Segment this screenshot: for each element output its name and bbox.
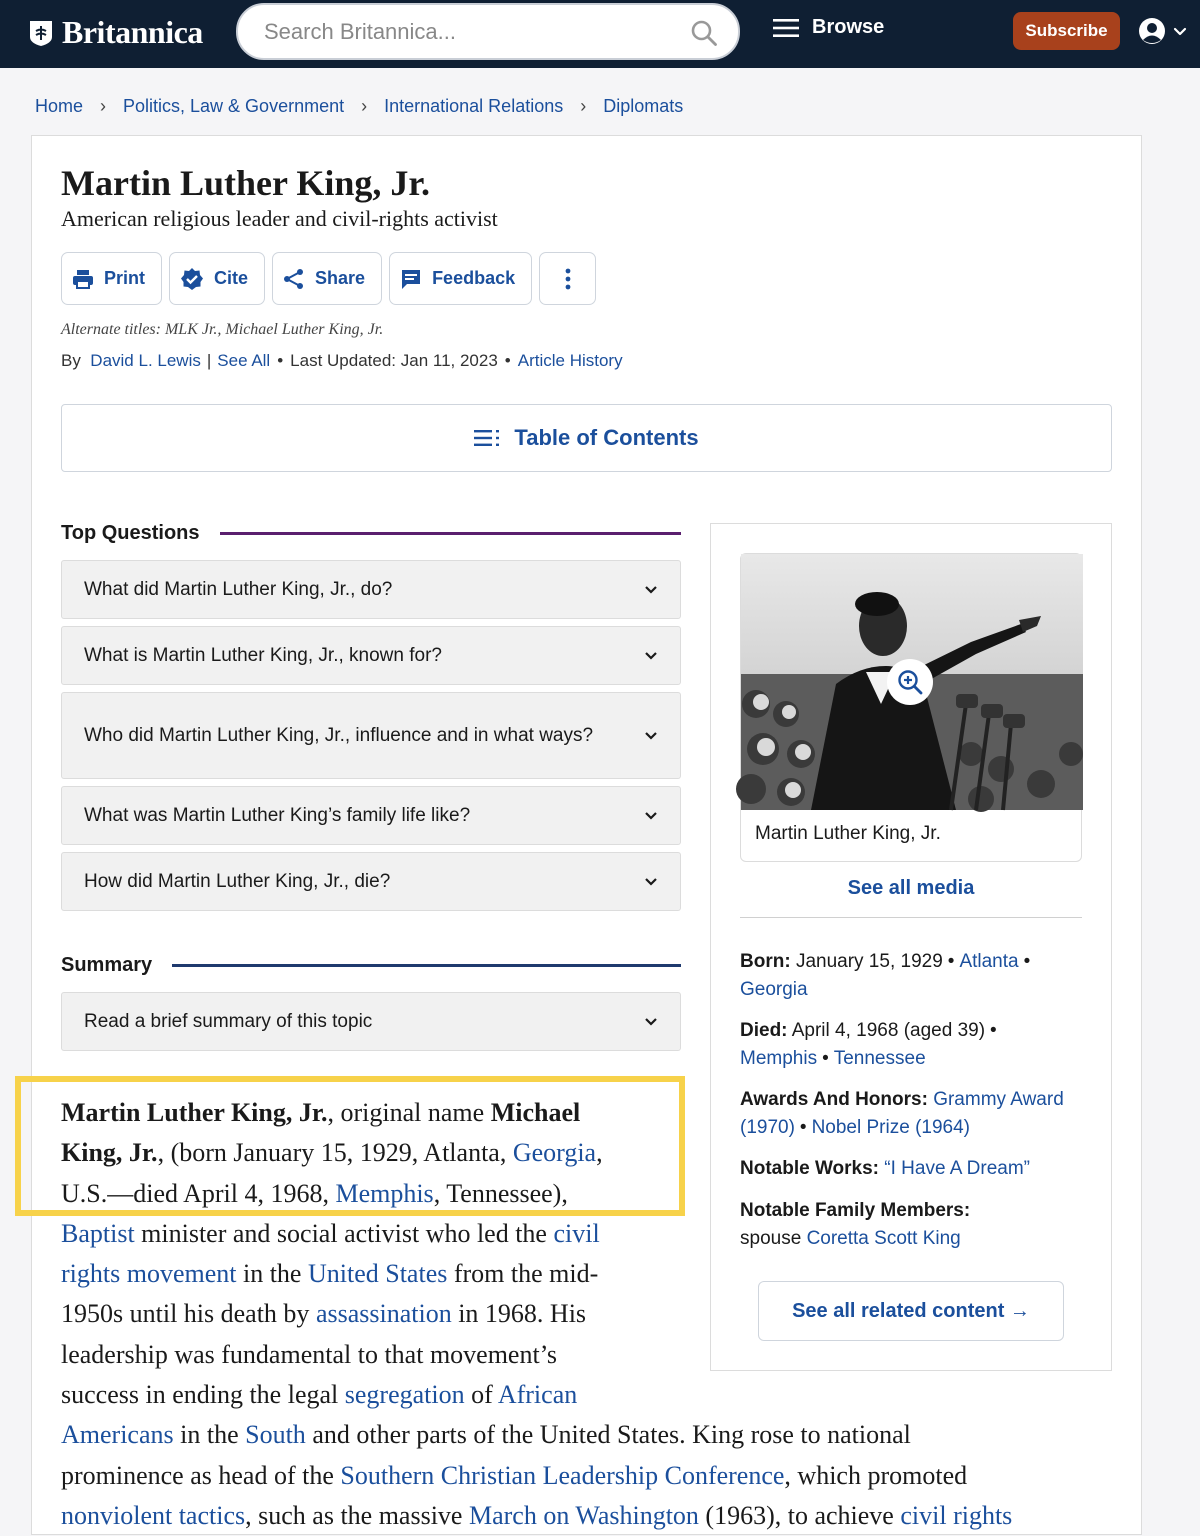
cite-button[interactable] bbox=[169, 252, 265, 305]
chevron-down-icon bbox=[644, 730, 658, 742]
body-text: of bbox=[464, 1380, 498, 1410]
byline-dot: • bbox=[277, 351, 284, 370]
body-text: , such as the massive bbox=[245, 1500, 469, 1530]
breadcrumb-politics-law-government[interactable]: Politics, Law & Government bbox=[123, 96, 345, 116]
fact-family-members bbox=[740, 1197, 1090, 1252]
link-memphis[interactable]: Memphis bbox=[740, 1047, 818, 1069]
search-input[interactable] bbox=[264, 17, 684, 47]
question-accordion[interactable] bbox=[61, 692, 681, 779]
more-options-button[interactable] bbox=[539, 252, 596, 305]
britannica-logo-icon bbox=[28, 19, 54, 47]
body-text: in 1968. His bbox=[451, 1299, 587, 1329]
byline-divider: | bbox=[206, 351, 212, 370]
fact-died bbox=[740, 1017, 1090, 1072]
byline bbox=[61, 351, 623, 371]
fact-label: Born: bbox=[740, 951, 791, 972]
body-line bbox=[61, 1456, 1121, 1496]
breadcrumb-separator: › bbox=[100, 96, 107, 116]
link-civil-rights-movement[interactable]: civil bbox=[553, 1218, 600, 1248]
link-assassination[interactable]: assassination bbox=[315, 1299, 452, 1329]
chevron-down-icon bbox=[644, 876, 658, 888]
breadcrumb bbox=[35, 96, 683, 117]
question-text: What did Martin Luther King, Jr., do? bbox=[84, 578, 393, 600]
chevron-down-icon bbox=[644, 810, 658, 822]
article-subtitle: American religious leader and civil-rights activist bbox=[61, 206, 498, 231]
article-history-link[interactable]: Article History bbox=[517, 351, 623, 370]
zoom-in-icon bbox=[896, 668, 924, 696]
body-text: U.S.—died April 4, 1968, bbox=[61, 1178, 336, 1208]
section-rule bbox=[172, 964, 681, 967]
media-card[interactable] bbox=[740, 553, 1082, 862]
link-nonviolent-tactics[interactable]: nonviolent tactics bbox=[61, 1500, 246, 1530]
feedback-label: Feedback bbox=[432, 268, 516, 288]
question-text: How did Martin Luther King, Jr., die? bbox=[84, 870, 391, 892]
body-text: leadership was fundamental to that movement’s bbox=[61, 1339, 558, 1369]
summary-heading bbox=[61, 954, 681, 977]
link-atlanta[interactable]: Atlanta bbox=[959, 951, 1019, 972]
fact-value: January 15, 1929 bbox=[795, 951, 943, 972]
body-text: in the bbox=[173, 1420, 246, 1450]
link-georgia[interactable]: Georgia bbox=[512, 1138, 597, 1168]
body-text: , which promoted bbox=[784, 1460, 968, 1490]
body-text: , (born January 15, 1929, Atlanta, bbox=[157, 1138, 513, 1168]
top-questions-title: Top Questions bbox=[61, 522, 200, 544]
link-march-on-washington[interactable]: March on Washington bbox=[468, 1500, 699, 1530]
article-toolbar bbox=[61, 252, 596, 305]
account-menu[interactable] bbox=[1138, 17, 1190, 45]
link-civil-rights[interactable]: civil rights bbox=[900, 1500, 1013, 1530]
body-text: success in ending the legal bbox=[61, 1380, 345, 1410]
body-text: and other parts of the United States. King rose to national bbox=[305, 1420, 911, 1450]
fact-dot: • bbox=[799, 1116, 807, 1138]
chevron-down-icon bbox=[644, 650, 658, 662]
breadcrumb-diplomats[interactable]: Diplomats bbox=[603, 96, 684, 116]
body-line bbox=[61, 1496, 1121, 1536]
cite-badge-icon bbox=[180, 267, 204, 291]
fact-notable-works bbox=[740, 1155, 1090, 1183]
link-united-states[interactable]: United States bbox=[307, 1259, 448, 1289]
fact-dot: • bbox=[947, 951, 955, 972]
browse-label: Browse bbox=[812, 16, 885, 38]
chevron-down-icon bbox=[644, 1016, 658, 1028]
body-text: , Tennessee), bbox=[433, 1178, 568, 1208]
article-title: Martin Luther King, Jr. bbox=[61, 163, 431, 203]
link-memphis[interactable]: Memphis bbox=[335, 1178, 434, 1208]
link-african-americans[interactable]: Americans bbox=[61, 1420, 174, 1450]
link-baptist[interactable]: Baptist bbox=[61, 1218, 135, 1248]
chevron-down-icon bbox=[644, 584, 658, 596]
breadcrumb-home[interactable]: Home bbox=[35, 96, 84, 116]
summary-toggle-text: Read a brief summary of this topic bbox=[84, 1010, 373, 1032]
link-coretta-scott-king[interactable]: Coretta Scott King bbox=[806, 1227, 961, 1249]
chevron-down-icon bbox=[1170, 21, 1190, 41]
top-questions-heading bbox=[61, 522, 681, 545]
list-icon bbox=[474, 429, 502, 447]
summary-title: Summary bbox=[61, 954, 153, 976]
fact-dot: • bbox=[822, 1047, 829, 1069]
feedback-icon bbox=[400, 268, 422, 290]
fact-value: April 4, 1968 (aged 39) bbox=[791, 1020, 986, 1041]
body-text: , bbox=[596, 1138, 603, 1168]
question-text: Who did Martin Luther King, Jr., influence and in what ways? bbox=[84, 724, 594, 746]
body-line bbox=[61, 1415, 1121, 1455]
fact-born bbox=[740, 948, 1090, 1003]
question-text: What is Martin Luther King, Jr., known for? bbox=[84, 644, 442, 666]
breadcrumb-separator: › bbox=[580, 96, 587, 116]
fact-label: Notable Family Members: bbox=[740, 1200, 971, 1221]
link-georgia[interactable]: Georgia bbox=[740, 978, 808, 1000]
fact-dot: • bbox=[1023, 951, 1031, 972]
breadcrumb-separator: › bbox=[361, 96, 368, 116]
link-segregation[interactable]: segregation bbox=[344, 1380, 465, 1410]
body-text: prominence as head of the bbox=[61, 1460, 341, 1490]
body-text: minister and social activist who led the bbox=[134, 1218, 554, 1248]
cite-label: Cite bbox=[214, 268, 249, 288]
body-text: 1950s until his death by bbox=[61, 1299, 316, 1329]
bold-name: King, Jr. bbox=[61, 1138, 158, 1168]
link-civil-rights-movement[interactable]: rights movement bbox=[61, 1259, 237, 1289]
body-text: , original name bbox=[327, 1098, 491, 1127]
byline-by: By bbox=[61, 351, 81, 370]
breadcrumb-international-relations[interactable]: International Relations bbox=[384, 96, 564, 116]
fact-value: spouse bbox=[740, 1227, 802, 1249]
link-south[interactable]: South bbox=[245, 1420, 306, 1450]
link-sclc[interactable]: Southern Christian Leadership Conference bbox=[340, 1460, 785, 1490]
share-icon bbox=[283, 268, 305, 290]
logo-text: Britannica bbox=[62, 14, 203, 50]
author-link[interactable]: David L. Lewis bbox=[90, 351, 201, 370]
more-vertical-icon bbox=[565, 268, 571, 290]
fact-awards bbox=[740, 1086, 1090, 1141]
sidebar-divider bbox=[740, 917, 1082, 918]
question-accordion[interactable] bbox=[61, 786, 681, 845]
share-label: Share bbox=[315, 268, 366, 288]
zoom-in-button[interactable] bbox=[887, 659, 933, 705]
link-grammy-award[interactable]: Grammy Award (1970) bbox=[740, 1089, 1064, 1138]
last-updated: Last Updated: Jan 11, 2023 bbox=[290, 351, 498, 370]
fact-label: Awards And Honors: bbox=[740, 1089, 928, 1110]
search-bar bbox=[236, 3, 740, 60]
body-text: (1963), to achieve bbox=[698, 1500, 901, 1530]
question-accordion[interactable] bbox=[61, 626, 681, 685]
question-accordion[interactable] bbox=[61, 560, 681, 619]
bold-name: Martin Luther King, Jr. bbox=[61, 1098, 328, 1127]
see-all-media-link[interactable]: See all media bbox=[847, 877, 975, 899]
search-icon[interactable] bbox=[690, 19, 718, 47]
browse-button[interactable] bbox=[772, 16, 884, 39]
subscribe-button[interactable]: Subscribe bbox=[1013, 12, 1120, 50]
britannica-logo[interactable] bbox=[28, 14, 203, 51]
question-text: What was Martin Luther King’s family life like? bbox=[84, 804, 471, 826]
toc-label: Table of Contents bbox=[514, 425, 699, 450]
alternate-titles: Alternate titles: MLK Jr., Michael Luther King, Jr. bbox=[61, 321, 384, 338]
bold-name: Michael bbox=[490, 1098, 581, 1127]
see-all-related-content-button[interactable]: See all related content → bbox=[758, 1281, 1064, 1341]
top-navigation-bar bbox=[0, 0, 1200, 68]
link-african-americans[interactable]: African bbox=[497, 1380, 578, 1410]
print-label: Print bbox=[104, 268, 146, 288]
question-accordion[interactable] bbox=[61, 852, 681, 911]
body-text: in the bbox=[236, 1259, 308, 1289]
fact-label: Died: bbox=[740, 1020, 788, 1041]
print-button[interactable] bbox=[61, 252, 162, 305]
feedback-button[interactable] bbox=[389, 252, 532, 305]
print-icon bbox=[72, 268, 94, 290]
summary-accordion[interactable] bbox=[61, 992, 681, 1051]
section-rule bbox=[220, 532, 681, 535]
link-nobel-prize[interactable]: Nobel Prize (1964) bbox=[811, 1116, 970, 1138]
see-all-authors-link[interactable]: See All bbox=[217, 351, 271, 370]
menu-icon bbox=[772, 17, 800, 39]
link-tennessee[interactable]: Tennessee bbox=[833, 1047, 926, 1069]
table-of-contents-button[interactable] bbox=[61, 404, 1112, 472]
media-caption: Martin Luther King, Jr. bbox=[755, 823, 941, 844]
account-icon bbox=[1138, 17, 1166, 45]
body-text: from the mid- bbox=[447, 1259, 599, 1289]
link-i-have-a-dream[interactable]: “I Have A Dream” bbox=[884, 1158, 1031, 1179]
fact-dot: • bbox=[990, 1020, 997, 1041]
fact-label: Notable Works: bbox=[740, 1158, 880, 1179]
byline-dot: • bbox=[504, 351, 511, 370]
body-line bbox=[61, 1375, 1121, 1415]
share-button[interactable] bbox=[272, 252, 382, 305]
